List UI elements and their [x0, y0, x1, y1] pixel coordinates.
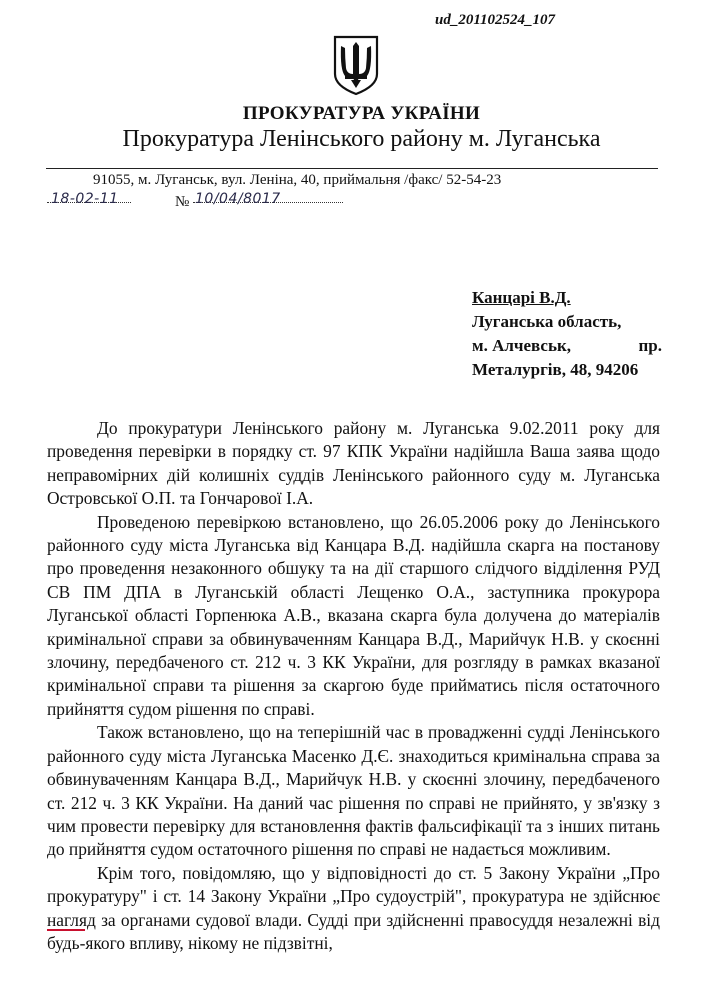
registration-number: 10/04/8017 [195, 191, 281, 207]
addressee-city-row [472, 334, 662, 358]
paragraph-4-part-b: за органами судової влади. Судді при здійсненні правосуддя незалежні від будь-якого впливу, нікому не підзвітні, [47, 909, 660, 953]
trident-coat-of-arms-icon [331, 34, 381, 96]
paragraph-3: Також встановлено, що на теперішній час в провадженні судді Ленінського районного суду міста Луганська Масенко Д.Є. знаходиться кримінальна справа за обвинуваченням Канцара В.Д., Марийчук Н.В. у скоєнні злочину, передбаченого ст. 212 ч. 3 КК України. На даний час рішення по справі не прийнято, у зв'язку з чим провести перевірку для встановлення фактів фальсифікації та з інших питань до прийняття судом остаточного рішення по справі не надається можливим. [47, 722, 660, 860]
registration-line [47, 191, 347, 215]
paragraph-4 [47, 862, 660, 956]
addressee-street: Металургів, 48, 94206 [472, 360, 639, 379]
document-id: ud_201102524_107 [435, 12, 556, 28]
addressee-city: м. Алчевськ, [472, 336, 571, 355]
addressee-street-prefix: пр. [638, 336, 662, 355]
addressee-block [472, 286, 662, 382]
highlighted-word: нагляд [47, 909, 96, 930]
org-name-national: ПРОКУРАТУРА УКРАЇНИ [242, 103, 481, 124]
paragraph-1: До прокуратури Ленінського району м. Луганська 9.02.2011 року для проведення перевірки в порядку ст. 97 КПК України надійшла Ваша заява щодо неправомірних дій колишніх суддів Ленінського районного суду м. Луганська Островської О.П. та Гончарової І.А. [47, 418, 660, 509]
number-label: № [175, 194, 190, 210]
header-divider [46, 168, 658, 169]
addressee-region: Луганська область, [472, 312, 622, 331]
org-contact-line: 91055, м. Луганськ, вул. Леніна, 40, приймальня /факс/ 52-54-23 [93, 172, 502, 188]
paragraph-4-part-a: Крім того, повідомляю, що у відповідності до ст. 5 Закону України „Про прокуратуру" і ст. 14 Закону України „Про судоустрій", прокуратура не здійснює [47, 862, 660, 907]
org-name-local: Прокуратура Ленінського району м. Луганська [122, 126, 601, 152]
paragraph-2: Проведеною перевіркою встановлено, що 26.05.2006 року до Ленінського районного суду міста Луганська від Канцара В.Д. надійшла скарга на постанову про проведення незаконного обшуку та на дії старшого слідчого відділення РУД СВ ПМ ДПА в Луганській області Лещенко О.А., заступника прокурора Луганської області Горпенюка А.В., вказана скарга була долучена до матеріалів кримінальної справи за обвинуваченням Канцара В.Д., Марийчук Н.В. у скоєнні злочину, передбаченого ст. 212 ч. 3 КК України, для розгляду в рамках вказаної кримінальної справи та рішення за скаргою буде прийматись після остаточного прийняття судом рішення по справі. [47, 511, 660, 719]
addressee-name: Канцарі В.Д. [472, 288, 571, 307]
letter-body [47, 417, 660, 955]
registration-date: 18-02-11 [51, 191, 119, 207]
